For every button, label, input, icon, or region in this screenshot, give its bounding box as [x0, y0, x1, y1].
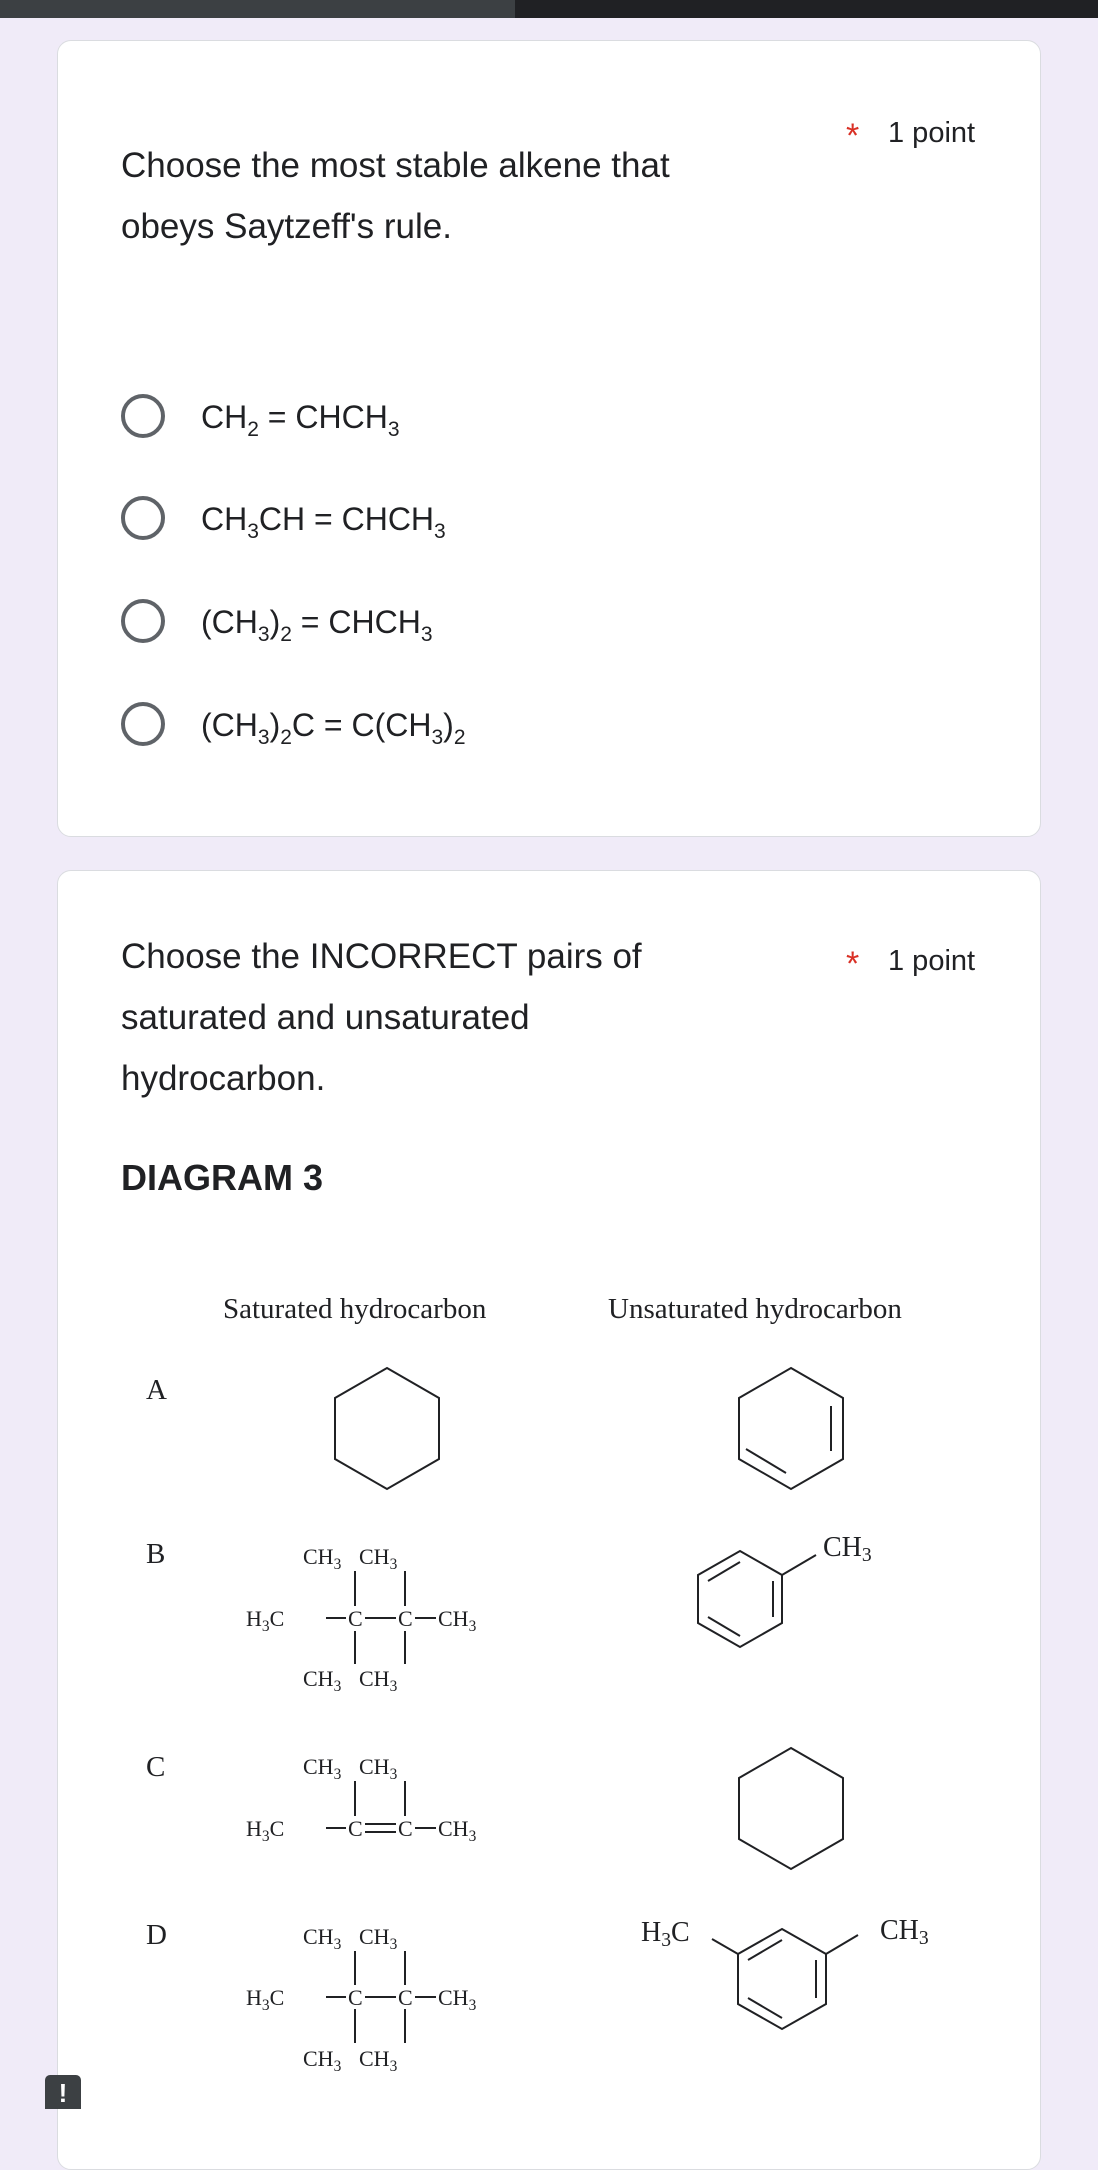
question-title: Choose the most stable alkene that obeys Saytzeff's rule.	[121, 146, 670, 246]
ch3-label: $CH_3$	[359, 1666, 398, 1695]
double-bond-line	[746, 1449, 786, 1473]
carbon-label: C	[398, 1816, 413, 1841]
option-label: $CH_2$ = $CHCH_3$	[201, 399, 400, 441]
ch3-label: $CH_3$	[438, 1816, 477, 1845]
toluene-ring	[698, 1551, 782, 1647]
diagram-3-image	[58, 871, 1042, 2111]
bond	[712, 1939, 738, 1954]
ch3-label: $CH_3$	[438, 1985, 477, 2014]
top-bar	[0, 0, 1098, 18]
required-asterisk: *	[846, 117, 860, 155]
header-unsaturated: Unsaturated hydrocarbon	[608, 1293, 902, 1325]
h3c-label: $H_3C$	[246, 1985, 285, 2014]
points-label: 1 point	[888, 945, 976, 977]
ch3-label: CH3	[880, 1915, 929, 1949]
carbon-label: C	[348, 1606, 363, 1631]
carbon-label: C	[348, 1816, 363, 1841]
row-label-c: C	[146, 1751, 166, 1783]
diagram-title: DIAGRAM 3	[121, 1157, 324, 1198]
cyclohexane-a	[335, 1368, 439, 1489]
row-label-a: A	[146, 1374, 167, 1406]
required-asterisk: *	[846, 945, 860, 983]
question-card-2	[57, 870, 1041, 2170]
aromatic-bond	[708, 1617, 740, 1636]
option-4[interactable]	[121, 699, 721, 753]
aromatic-bond	[748, 1940, 782, 1960]
points-label: 1 point	[888, 117, 976, 149]
radio-button[interactable]	[121, 702, 165, 746]
ch3-label: CH3	[823, 1532, 872, 1566]
cyclohexene-a	[739, 1368, 843, 1489]
radio-button[interactable]	[121, 496, 165, 540]
header-saturated: Saturated hydrocarbon	[223, 1293, 487, 1325]
radio-button[interactable]	[121, 599, 165, 643]
option-label: $(CH_3)_2C = C(CH_3)_2$	[201, 707, 466, 749]
option-label: $CH_3CH$ = $CHCH_3$	[201, 501, 446, 543]
cyclohexane-c	[739, 1748, 843, 1869]
h3c-label: $H_3C$	[246, 1816, 285, 1845]
ch3-label: $CH_3$	[303, 1544, 342, 1573]
ch3-label: $CH_3$	[359, 2046, 398, 2075]
row-label-d: D	[146, 1919, 167, 1951]
bond	[826, 1935, 858, 1954]
ch3-label: $CH_3$	[359, 1544, 398, 1573]
progress-segment	[0, 0, 515, 18]
ch3-label: $CH_3$	[303, 2046, 342, 2075]
option-label: $(CH_3)_2$ = $CHCH_3$	[201, 604, 433, 646]
option-3[interactable]	[121, 596, 721, 650]
ch3-label: $CH_3$	[359, 1754, 398, 1783]
aromatic-bond	[708, 1562, 740, 1581]
xylene-ring	[738, 1929, 826, 2029]
ch3-label: $CH_3$	[303, 1754, 342, 1783]
carbon-label: C	[398, 1985, 413, 2010]
carbon-label: C	[348, 1985, 363, 2010]
radio-button[interactable]	[121, 394, 165, 438]
question-title: Choose the INCORRECT pairs of saturated and unsaturated hydrocarbon.	[121, 937, 642, 1098]
row-label-b: B	[146, 1538, 166, 1570]
option-2[interactable]	[121, 493, 721, 547]
ch3-label: $CH_3$	[303, 1666, 342, 1695]
option-1[interactable]	[121, 391, 721, 445]
carbon-label: C	[398, 1606, 413, 1631]
bond	[782, 1555, 816, 1575]
ch3-label: $CH_3$	[303, 1924, 342, 1953]
aromatic-bond	[748, 1998, 782, 2018]
question-card-1	[57, 40, 1041, 837]
alert-icon[interactable]: !	[45, 2075, 81, 2109]
ch3-label: $CH_3$	[438, 1606, 477, 1635]
ch3-label: $CH_3$	[359, 1924, 398, 1953]
h3c-label: $H_3C$	[246, 1606, 285, 1635]
h3c-label: H3C	[641, 1917, 690, 1951]
